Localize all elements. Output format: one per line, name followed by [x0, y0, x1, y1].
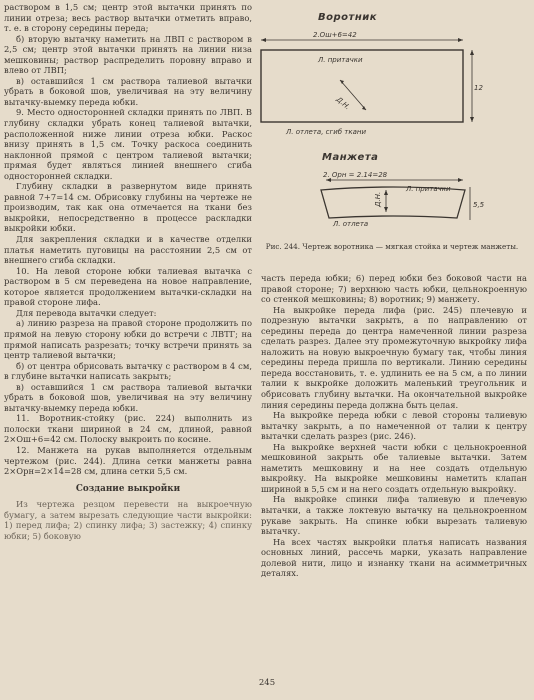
paragraph: Глубину складки в развернутом виде принять равной 7+7=14 см. Обрисовку глубины на чертеже не производим, так как она отмечается на ткани без выкройки, непосредственно в процессе раскладки выкройки юбки. [4, 181, 252, 234]
paragraph: Для закрепления складки и в качестве отделки платья наметить пуговицы на расстоянии 2,5 см от внешнего сгиба складки. [4, 234, 252, 266]
cuff-title: Манжета [322, 152, 379, 163]
left-text-column [4, 2, 252, 541]
collar-attach-label: Л. притачки [318, 56, 363, 64]
figure-244 [258, 0, 530, 270]
collar-height-label: 12 [474, 84, 483, 92]
paragraph: 12. Манжета на рукав выполняется отдельным чертежом (рис. 244). Длина сетки манжеты равна 2×Орн=2×14=28 см, длина сетки 5,5 см. [4, 444, 252, 477]
paragraph: в) оставшийся 1 см раствора талиевой вытачки убрать в боковой шов, увеличивая на эту величину вытачку-выемку переда юбки. [4, 75, 252, 107]
cuff-fold-label: Л. отлета [333, 220, 369, 228]
paragraph: раствором в 1,5 см; центр этой вытачки принять по линии отреза; весь раствор вытачки отметить вправо, т. е. в сторону середины переда; [4, 2, 252, 34]
paragraph: б) от центра обрисовать вытачку с раствором в 4 см, в глубине вытачки написать закрыть; [4, 360, 252, 382]
paragraph: в) оставшийся 1 см раствора талиевой вытачки убрать в боковой шов, увеличивая на эту величину вытачку-выемку переда юбки. [4, 381, 252, 413]
right-text-column [261, 273, 527, 579]
paragraph: На выкройке спинки лифа талиевую и плечевую вытачки, а также локтевую вытачку на цельнокроенном рукаве закрыть. На спинке юбки вырезать талиевую вытачку. [261, 494, 527, 537]
paragraph: 9. Место односторонней складки принять по ЛВП. В глубину складки убрать конец талиевой вытачки, расположенной ниже линии отреза юбки. Раскос внизу принять в 1,5 см. Точку раскоса соединить наклонной прямой с центром талиевой вытачки; прямая будет являться линией внешнего сгиба односторонней складки. [4, 107, 252, 181]
pattern-drawings [258, 0, 530, 240]
paragraph: На выкройке переда юбки с левой стороны талиевую вытачку закрыть, а по намеченной от талии к центру вытачки сделать разрез (рис. 246). [261, 410, 527, 442]
cuff-attach-label: Л. притачки [406, 185, 451, 193]
cuff-height-label: 5,5 [473, 201, 485, 209]
paragraph: часть переда юбки; 6) перед юбки без боковой части на правой стороне; 7) верхнюю часть юбки, цельнокроенную со стенкой мешковины; 8) воротник; 9) манжету. [261, 273, 527, 305]
paragraph: Для перевода вытачки следует: [16, 307, 157, 318]
figure-caption: Рис. 244. Чертеж воротника — мягкая стойка и чертеж манжеты. [265, 242, 519, 251]
collar-fold-label: Л. отлета, сгиб ткани [286, 128, 367, 136]
collar-drawing [261, 31, 483, 136]
collar-length-label: 2.Ош+6=42 [313, 31, 357, 39]
collar-title: Воротник [318, 12, 378, 23]
collar-grain-label: Д.Н. [334, 95, 352, 112]
paragraph: Из чертежа резцом перевести на выкроечную бумагу, а затем вырезать следующие части выкройки: 1) перед лифа; 2) спинку лифа; 3) застежку; 4) спинку юбки; 5) боковую [4, 499, 252, 541]
paragraph: б) вторую вытачку наметить на ЛВП с раствором в 2,5 см; центр этой вытачки принять на линии низа мешковины; раствор распределить поровну вправо и влево от ЛВП; [4, 33, 252, 76]
paragraph: На всех частях выкройки платья написать названия основных линий, рассечь марки, указать направление долевой нити, лицо и изнанку ткани на асимметричных деталях. [261, 536, 527, 579]
page-number: 245 [258, 678, 276, 688]
paragraph: На выкройке верхней части юбки с цельнокроенной мешковиной закрыть обе талиевые вытачки. Затем наметить мешковину и на нее создать отдельную выкройку. На выкройке мешковины наметить клапан шириной в 5,5 см и на него создать отдельную выкройку. [261, 441, 527, 494]
paragraph: а) линию разреза на правой стороне продолжить по прямой на левую сторону юбки до встречи с ЛВТГ; на прямой написать разрезать; точку встречи принять за центр талиевой вытачки; [4, 318, 252, 361]
section-heading: Создание выкройки [75, 483, 181, 494]
cuff-drawing [321, 171, 485, 228]
cuff-grain-label: Д.Н. [374, 191, 382, 207]
cuff-length-label: 2. Орн = 2.14=28 [323, 171, 388, 179]
paragraph: На выкройке переда лифа (рис. 245) плечевую и подрезную вытачки закрыть, а по направлению от середины переда до центра намеченной линии разреза сделать разрез. Далее эту промежуточную выкройку лифа наложить на новую выкроечную бумагу так, чтобы линия середины переда пришла по вертикали. Линию середины переда восстановить, т. е. удлинить ее на 5 см, а по линии талии к выкройке доложить маленький треугольник и обрисовать глубину вытачки. На окончательной выкройке линия середины переда должна быть целая. [261, 304, 527, 410]
paragraph: 11. Воротник-стойку (рис. 224) выполнить из полоски ткани шириной в 24 см, длиной, равной 2×Ош+6=42 см. Полоску выкроить по косине. [4, 413, 252, 445]
paragraph: 10. На левой стороне юбки талиевая вытачка с раствором в 5 см переведена на новое направление, которое является продолжением вытачки-складки на правой стороне лифа. [4, 265, 252, 308]
